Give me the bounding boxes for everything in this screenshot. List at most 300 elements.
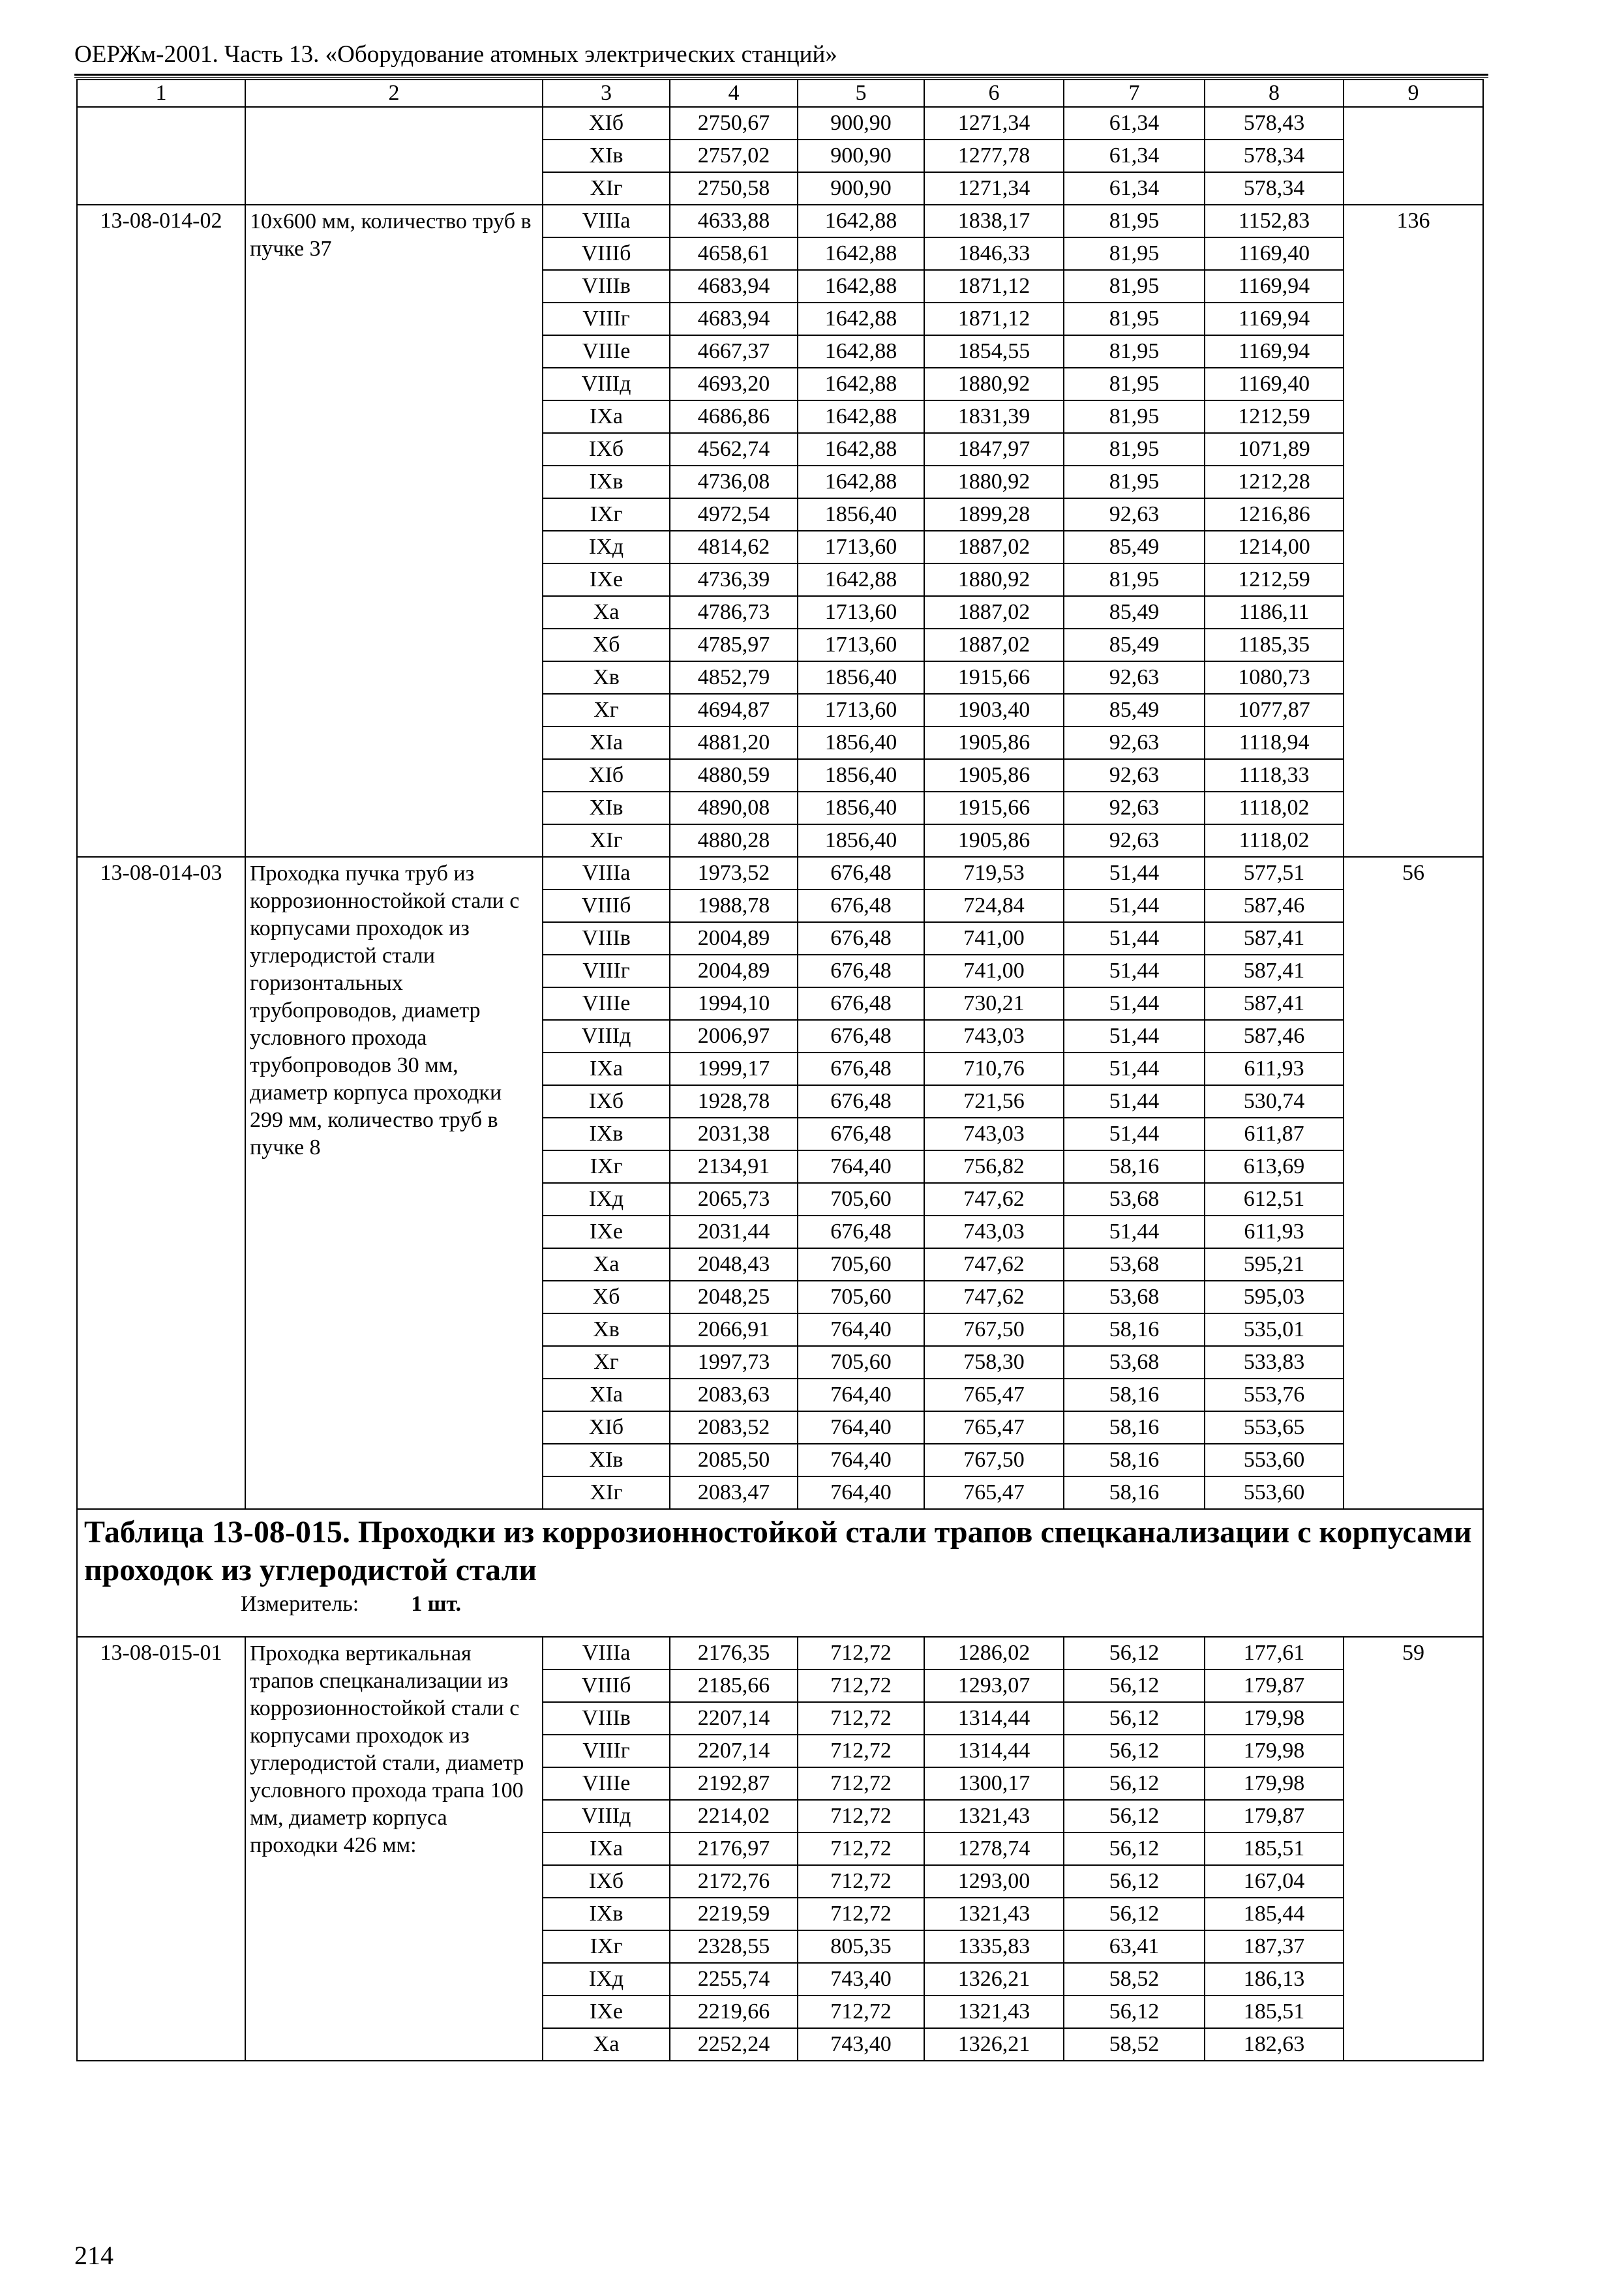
col4-cell: 4694,87 [670,694,798,726]
col5-cell: 676,48 [798,1118,924,1150]
table-title: Таблица 13-08-015. Проходки из коррозионностойкой стали трапов спецканализации с корпусами проходок из углеродистой стали [84,1515,1472,1587]
header-rule-thick [74,74,1488,76]
col8-cell: 1212,59 [1205,563,1344,596]
index-cell: VIIIв [543,270,670,303]
col6-cell: 1887,02 [924,596,1064,629]
col6-cell: 765,47 [924,1476,1064,1509]
index-cell: VIIIб [543,1669,670,1702]
col8-cell: 587,46 [1205,890,1344,922]
col6-cell: 1905,86 [924,726,1064,759]
index-cell: IXа [543,1833,670,1865]
col5-cell: 712,72 [798,1800,924,1833]
col5-cell: 712,72 [798,1833,924,1865]
col7-cell: 85,49 [1064,531,1205,563]
col6-cell: 1880,92 [924,563,1064,596]
col5-cell: 764,40 [798,1411,924,1444]
column-number-cell: 2 [245,80,543,107]
col7-cell: 58,52 [1064,2028,1205,2061]
col7-cell: 81,95 [1064,368,1205,400]
col4-cell: 4786,73 [670,596,798,629]
col4-cell: 4658,61 [670,237,798,270]
col4-cell: 2185,66 [670,1669,798,1702]
col4-cell: 1999,17 [670,1053,798,1085]
col5-cell: 1642,88 [798,563,924,596]
index-cell: XIв [543,140,670,172]
rates-table [76,79,1484,2061]
index-cell: VIIIе [543,1767,670,1800]
col7-cell: 58,16 [1064,1150,1205,1183]
col4-cell: 4785,97 [670,629,798,661]
col7-cell: 58,16 [1064,1411,1205,1444]
col7-cell: 53,68 [1064,1281,1205,1313]
code-cell: 13-08-014-03 [77,857,245,1509]
col4-cell: 4633,88 [670,205,798,237]
col5-cell: 764,40 [798,1379,924,1411]
index-cell: IXе [543,1216,670,1248]
col7-cell: 53,68 [1064,1248,1205,1281]
col8-cell: 179,87 [1205,1669,1344,1702]
col8-cell: 179,98 [1205,1702,1344,1735]
col5-cell: 712,72 [798,1702,924,1735]
col6-cell: 1846,33 [924,237,1064,270]
col8-cell: 553,60 [1205,1476,1344,1509]
col5-cell: 1642,88 [798,335,924,368]
col5-cell: 900,90 [798,140,924,172]
index-cell: IXг [543,1150,670,1183]
col8-cell: 1212,28 [1205,466,1344,498]
col6-cell: 1887,02 [924,531,1064,563]
col6-cell: 1871,12 [924,303,1064,335]
col6-cell: 747,62 [924,1183,1064,1216]
index-cell: VIIIг [543,1735,670,1767]
col5-cell: 676,48 [798,1020,924,1053]
col5-cell: 1856,40 [798,759,924,792]
col5-cell: 1856,40 [798,498,924,531]
col6-cell: 1903,40 [924,694,1064,726]
col7-cell: 85,49 [1064,629,1205,661]
col4-cell: 2083,52 [670,1411,798,1444]
col7-cell: 56,12 [1064,1735,1205,1767]
col6-cell: 1880,92 [924,368,1064,400]
col6-cell: 710,76 [924,1053,1064,1085]
col8-cell: 611,93 [1205,1053,1344,1085]
col6-cell: 765,47 [924,1411,1064,1444]
col8-cell: 595,21 [1205,1248,1344,1281]
col4-cell: 2083,47 [670,1476,798,1509]
col6-cell: 719,53 [924,857,1064,890]
code-cell [77,107,245,205]
code-cell: 13-08-015-01 [77,1637,245,2061]
index-cell: Xа [543,1248,670,1281]
col6-cell: 1321,43 [924,1898,1064,1930]
col7-cell: 56,12 [1064,1669,1205,1702]
index-cell: IXд [543,1963,670,1996]
index-cell: IXд [543,531,670,563]
col6-cell: 1905,86 [924,824,1064,857]
col6-cell: 743,03 [924,1216,1064,1248]
col7-cell: 51,44 [1064,1216,1205,1248]
col4-cell: 4881,20 [670,726,798,759]
col5-cell: 712,72 [798,1669,924,1702]
col7-cell: 51,44 [1064,922,1205,955]
col8-cell: 613,69 [1205,1150,1344,1183]
col4-cell: 2750,58 [670,172,798,205]
col5-cell: 712,72 [798,1865,924,1898]
col5-cell: 712,72 [798,1735,924,1767]
col5-cell: 705,60 [798,1183,924,1216]
col6-cell: 756,82 [924,1150,1064,1183]
col5-cell: 676,48 [798,922,924,955]
col6-cell: 1915,66 [924,792,1064,824]
col6-cell: 1887,02 [924,629,1064,661]
col5-cell: 1642,88 [798,303,924,335]
col6-cell: 1300,17 [924,1767,1064,1800]
col7-cell: 56,12 [1064,1898,1205,1930]
col8-cell: 587,41 [1205,955,1344,987]
col4-cell: 4890,08 [670,792,798,824]
index-cell: VIIIа [543,1637,670,1669]
col7-cell: 81,95 [1064,466,1205,498]
col8-cell: 1216,86 [1205,498,1344,531]
col8-cell: 179,87 [1205,1800,1344,1833]
col7-cell: 85,49 [1064,596,1205,629]
index-cell: Xа [543,2028,670,2061]
col8-cell: 611,93 [1205,1216,1344,1248]
col6-cell: 1314,44 [924,1702,1064,1735]
col6-cell: 1326,21 [924,1963,1064,1996]
col5-cell: 900,90 [798,172,924,205]
col4-cell: 2004,89 [670,922,798,955]
col8-cell: 612,51 [1205,1183,1344,1216]
col8-cell: 1169,94 [1205,270,1344,303]
table-row [77,1637,1483,1669]
index-cell: VIIIе [543,987,670,1020]
col7-cell: 61,34 [1064,172,1205,205]
index-cell: IXе [543,563,670,596]
col7-cell: 53,68 [1064,1346,1205,1379]
col5-cell: 1713,60 [798,629,924,661]
col8-cell: 578,34 [1205,172,1344,205]
col6-cell: 741,00 [924,922,1064,955]
col6-cell: 1321,43 [924,1996,1064,2028]
col6-cell: 1915,66 [924,661,1064,694]
col8-cell: 587,41 [1205,987,1344,1020]
col4-cell: 4693,20 [670,368,798,400]
col6-cell: 1314,44 [924,1735,1064,1767]
col5-cell: 1642,88 [798,237,924,270]
col4-cell: 2134,91 [670,1150,798,1183]
col8-cell: 587,46 [1205,1020,1344,1053]
col5-cell: 705,60 [798,1248,924,1281]
col5-cell: 1856,40 [798,824,924,857]
col7-cell: 51,44 [1064,955,1205,987]
index-cell: XIб [543,107,670,140]
col6-cell: 1271,34 [924,107,1064,140]
col4-cell: 2219,66 [670,1996,798,2028]
col6-cell: 721,56 [924,1085,1064,1118]
index-cell: XIб [543,1411,670,1444]
col6-cell: 767,50 [924,1313,1064,1346]
col5-cell: 764,40 [798,1444,924,1476]
col7-cell: 56,12 [1064,1865,1205,1898]
col5-cell: 676,48 [798,987,924,1020]
col8-cell: 533,83 [1205,1346,1344,1379]
col7-cell: 92,63 [1064,792,1205,824]
col5-cell: 1642,88 [798,205,924,237]
column-number-cell: 1 [77,80,245,107]
col8-cell: 1118,94 [1205,726,1344,759]
col5-cell: 1642,88 [798,368,924,400]
running-header: ОЕРЖм-2001. Часть 13. «Оборудование атомных электрических станций» [74,41,837,68]
col4-cell: 4736,08 [670,466,798,498]
col4-cell: 4562,74 [670,433,798,466]
col7-cell: 56,12 [1064,1702,1205,1735]
col4-cell: 4972,54 [670,498,798,531]
col5-cell: 1856,40 [798,792,924,824]
col7-cell: 81,95 [1064,205,1205,237]
col6-cell: 1871,12 [924,270,1064,303]
index-cell: VIIIг [543,955,670,987]
col6-cell: 1277,78 [924,140,1064,172]
col7-cell: 58,16 [1064,1313,1205,1346]
index-cell: IXб [543,433,670,466]
col8-cell: 185,51 [1205,1833,1344,1865]
col4-cell: 4736,39 [670,563,798,596]
col8-cell: 578,34 [1205,140,1344,172]
description-cell [245,107,543,205]
index-cell: Xа [543,596,670,629]
measure-line [84,1589,1476,1619]
description-cell: Проходка вертикальная трапов спецканализации из коррозионностойкой стали с корпусами проходок из углеродистой стали, диаметр условного прохода трапа 100 мм, диаметр корпуса проходки 426 мм: [245,1637,543,2061]
col6-cell: 1899,28 [924,498,1064,531]
index-cell: Xб [543,1281,670,1313]
col9-cell [1344,107,1483,205]
index-cell: XIа [543,1379,670,1411]
col9-cell: 136 [1344,205,1483,857]
col8-cell: 185,44 [1205,1898,1344,1930]
col7-cell: 92,63 [1064,661,1205,694]
index-cell: XIб [543,759,670,792]
col7-cell: 58,16 [1064,1476,1205,1509]
col8-cell: 535,01 [1205,1313,1344,1346]
col6-cell: 758,30 [924,1346,1064,1379]
col8-cell: 179,98 [1205,1767,1344,1800]
col6-cell: 1321,43 [924,1800,1064,1833]
col9-cell: 59 [1344,1637,1483,2061]
col8-cell: 577,51 [1205,857,1344,890]
col4-cell: 1988,78 [670,890,798,922]
code-cell: 13-08-014-02 [77,205,245,857]
col4-cell: 2757,02 [670,140,798,172]
table-caption-row [77,1509,1483,1637]
col7-cell: 92,63 [1064,726,1205,759]
col7-cell: 51,44 [1064,890,1205,922]
header-rule-thin [74,77,1488,78]
col4-cell: 2006,97 [670,1020,798,1053]
col5-cell: 676,48 [798,857,924,890]
index-cell: XIг [543,824,670,857]
index-cell: Xв [543,1313,670,1346]
col5-cell: 1856,40 [798,661,924,694]
col4-cell: 2065,73 [670,1183,798,1216]
col7-cell: 56,12 [1064,1800,1205,1833]
col4-cell: 4667,37 [670,335,798,368]
index-cell: VIIIв [543,922,670,955]
col4-cell: 1994,10 [670,987,798,1020]
col7-cell: 81,95 [1064,237,1205,270]
col7-cell: 81,95 [1064,335,1205,368]
col4-cell: 2176,97 [670,1833,798,1865]
col5-cell: 712,72 [798,1898,924,1930]
index-cell: VIIIд [543,1020,670,1053]
col5-cell: 676,48 [798,890,924,922]
index-cell: Xв [543,661,670,694]
col9-cell: 56 [1344,857,1483,1509]
col8-cell: 1214,00 [1205,531,1344,563]
col5-cell: 1642,88 [798,466,924,498]
index-cell: XIв [543,1444,670,1476]
column-number-cell: 4 [670,80,798,107]
column-number-cell: 7 [1064,80,1205,107]
col8-cell: 1118,02 [1205,824,1344,857]
col7-cell: 56,12 [1064,1767,1205,1800]
index-cell: XIа [543,726,670,759]
col8-cell: 1169,94 [1205,303,1344,335]
col4-cell: 2328,55 [670,1930,798,1963]
col4-cell: 4814,62 [670,531,798,563]
col4-cell: 2083,63 [670,1379,798,1411]
col5-cell: 900,90 [798,107,924,140]
col8-cell: 187,37 [1205,1930,1344,1963]
col7-cell: 53,68 [1064,1183,1205,1216]
col6-cell: 1293,07 [924,1669,1064,1702]
col7-cell: 56,12 [1064,1833,1205,1865]
col4-cell: 2255,74 [670,1963,798,1996]
index-cell: IXг [543,1930,670,1963]
index-cell: Xг [543,694,670,726]
col5-cell: 712,72 [798,1996,924,2028]
col5-cell: 712,72 [798,1637,924,1669]
col8-cell: 186,13 [1205,1963,1344,1996]
col4-cell: 2176,35 [670,1637,798,1669]
col7-cell: 81,95 [1064,400,1205,433]
col5-cell: 743,40 [798,2028,924,2061]
index-cell: IXа [543,400,670,433]
col4-cell: 2031,38 [670,1118,798,1150]
col4-cell: 1973,52 [670,857,798,890]
index-cell: XIг [543,172,670,205]
col6-cell: 1905,86 [924,759,1064,792]
col8-cell: 1077,87 [1205,694,1344,726]
table-row [77,205,1483,237]
col6-cell: 1854,55 [924,335,1064,368]
col8-cell: 182,63 [1205,2028,1344,2061]
col6-cell: 1335,83 [924,1930,1064,1963]
col5-cell: 764,40 [798,1150,924,1183]
col7-cell: 51,44 [1064,1085,1205,1118]
index-cell: Xб [543,629,670,661]
col7-cell: 61,34 [1064,107,1205,140]
col7-cell: 51,44 [1064,857,1205,890]
col4-cell: 2207,14 [670,1735,798,1767]
col5-cell: 712,72 [798,1767,924,1800]
col4-cell: 2031,44 [670,1216,798,1248]
col5-cell: 743,40 [798,1963,924,1996]
col6-cell: 765,47 [924,1379,1064,1411]
description-cell: 10х600 мм, количество труб в пучке 37 [245,205,543,857]
col6-cell: 1838,17 [924,205,1064,237]
col5-cell: 1642,88 [798,433,924,466]
col4-cell: 4683,94 [670,270,798,303]
col7-cell: 56,12 [1064,1996,1205,2028]
col5-cell: 1713,60 [798,596,924,629]
col8-cell: 1080,73 [1205,661,1344,694]
index-cell: VIIIа [543,205,670,237]
index-cell: VIIIа [543,857,670,890]
index-cell: IXв [543,1118,670,1150]
description-cell: Проходка пучка труб из коррозионностойкой стали с корпусами проходок из углеродистой стали горизонтальных трубопроводов, диаметр условного прохода трубопроводов 30 мм, диаметр корпуса проходки 299 мм, количество труб в пучке 8 [245,857,543,1509]
col6-cell: 741,00 [924,955,1064,987]
measure-unit: 1 шт. [411,1592,462,1616]
col5-cell: 1642,88 [798,400,924,433]
col4-cell: 4852,79 [670,661,798,694]
col8-cell: 1186,11 [1205,596,1344,629]
col6-cell: 743,03 [924,1118,1064,1150]
col4-cell: 2172,76 [670,1865,798,1898]
col4-cell: 2214,02 [670,1800,798,1833]
index-cell: VIIIб [543,890,670,922]
col8-cell: 578,43 [1205,107,1344,140]
col4-cell: 2004,89 [670,955,798,987]
col7-cell: 58,16 [1064,1444,1205,1476]
col8-cell: 553,76 [1205,1379,1344,1411]
col8-cell: 1118,33 [1205,759,1344,792]
col8-cell: 1212,59 [1205,400,1344,433]
column-number-cell: 8 [1205,80,1344,107]
col4-cell: 1997,73 [670,1346,798,1379]
column-number-row [77,80,1483,107]
col4-cell: 4683,94 [670,303,798,335]
col8-cell: 595,03 [1205,1281,1344,1313]
col5-cell: 1713,60 [798,531,924,563]
col4-cell: 2192,87 [670,1767,798,1800]
col8-cell: 167,04 [1205,1865,1344,1898]
table-row [77,857,1483,890]
col8-cell: 1169,40 [1205,368,1344,400]
col8-cell: 1118,02 [1205,792,1344,824]
col5-cell: 676,48 [798,1216,924,1248]
index-cell: IXб [543,1865,670,1898]
col6-cell: 1286,02 [924,1637,1064,1669]
col6-cell: 1831,39 [924,400,1064,433]
column-number-cell: 9 [1344,80,1483,107]
col5-cell: 705,60 [798,1346,924,1379]
col8-cell: 179,98 [1205,1735,1344,1767]
col8-cell: 177,61 [1205,1637,1344,1669]
col4-cell: 2750,67 [670,107,798,140]
col7-cell: 81,95 [1064,433,1205,466]
index-cell: XIв [543,792,670,824]
col4-cell: 2048,25 [670,1281,798,1313]
col7-cell: 51,44 [1064,1053,1205,1085]
index-cell: VIIIв [543,1702,670,1735]
col4-cell: 4686,86 [670,400,798,433]
col6-cell: 1847,97 [924,433,1064,466]
col7-cell: 81,95 [1064,563,1205,596]
col4-cell: 4880,59 [670,759,798,792]
col8-cell: 530,74 [1205,1085,1344,1118]
col6-cell: 1293,00 [924,1865,1064,1898]
